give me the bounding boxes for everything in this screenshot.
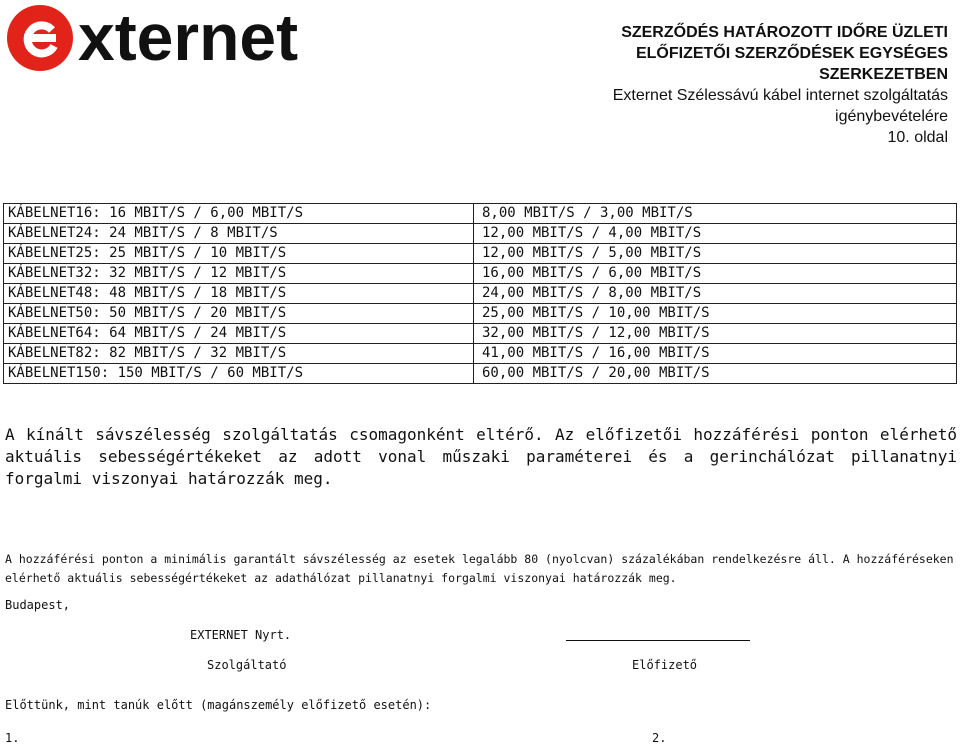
subscriber-role: Előfizető xyxy=(632,658,698,672)
table-row xyxy=(4,344,957,364)
header-line-1: SZERZŐDÉS HATÁROZOTT IDŐRE ÜZLETI xyxy=(621,24,948,41)
guaranteed-cell: 16,00 MBIT/S / 6,00 MBIT/S xyxy=(474,264,957,284)
table-row xyxy=(4,224,957,244)
provider-name: EXTERNET Nyrt. xyxy=(190,628,292,642)
header-line-5: igénybevételére xyxy=(835,108,948,125)
place-label: Budapest, xyxy=(5,598,71,612)
table-row xyxy=(4,324,957,344)
bandwidth-paragraph: A kínált sávszélesség szolgáltatás csomagonként eltérő. Az előfizetői hozzáférési ponton elérhető aktuális sebességértékeket az adott vonal műszaki paraméterei és a gerinchálózat pillanatnyi forgalmi viszonyai határozzák meg. xyxy=(5,425,957,488)
guaranteed-cell: 24,00 MBIT/S / 8,00 MBIT/S xyxy=(474,284,957,304)
package-cell: KÁBELNET24: 24 MBIT/S / 8 MBIT/S xyxy=(4,224,474,244)
guaranteed-cell: 32,00 MBIT/S / 12,00 MBIT/S xyxy=(474,324,957,344)
table-row xyxy=(4,364,957,384)
header-line-4: Externet Szélessávú kábel internet szolgáltatás xyxy=(612,87,948,104)
package-cell: KÁBELNET25: 25 MBIT/S / 10 MBIT/S xyxy=(4,244,474,264)
guaranteed-cell: 25,00 MBIT/S / 10,00 MBIT/S xyxy=(474,304,957,324)
document-header xyxy=(428,22,948,148)
table-row xyxy=(4,204,957,224)
externet-logo xyxy=(4,2,364,74)
guaranteed-cell: 12,00 MBIT/S / 5,00 MBIT/S xyxy=(474,244,957,264)
svg-text:xternet: xternet xyxy=(78,2,299,74)
table-row xyxy=(4,264,957,284)
table-row xyxy=(4,304,957,324)
header-line-3: SZERKEZETBEN xyxy=(819,66,948,83)
guaranteed-cell: 8,00 MBIT/S / 3,00 MBIT/S xyxy=(474,204,957,224)
guaranteed-cell: 41,00 MBIT/S / 16,00 MBIT/S xyxy=(474,344,957,364)
page-number: 10. oldal xyxy=(887,129,948,146)
provider-role: Szolgáltató xyxy=(207,658,287,672)
guaranteed-cell: 60,00 MBIT/S / 20,00 MBIT/S xyxy=(474,364,957,384)
package-cell: KÁBELNET16: 16 MBIT/S / 6,00 MBIT/S xyxy=(4,204,474,224)
guarantee-note: A hozzáférési ponton a minimális garantált sávszélesség az esetek legalább 80 (nyolcvan) százalékában rendelkezésre áll. A hozzáféréseken elérhető aktuális sebességértékeket az adathálózat pillanatnyi forgalmi viszonyai határozzák meg. xyxy=(5,552,954,585)
package-cell: KÁBELNET82: 82 MBIT/S / 32 MBIT/S xyxy=(4,344,474,364)
table-row xyxy=(4,244,957,264)
package-cell: KÁBELNET64: 64 MBIT/S / 24 MBIT/S xyxy=(4,324,474,344)
witness-label: Előttünk, mint tanúk előtt (magánszemély előfizető esetén): xyxy=(5,698,432,712)
package-cell: KÁBELNET48: 48 MBIT/S / 18 MBIT/S xyxy=(4,284,474,304)
package-cell: KÁBELNET150: 150 MBIT/S / 60 MBIT/S xyxy=(4,364,474,384)
guaranteed-cell: 12,00 MBIT/S / 4,00 MBIT/S xyxy=(474,224,957,244)
signature-line xyxy=(566,640,750,641)
package-cell: KÁBELNET32: 32 MBIT/S / 12 MBIT/S xyxy=(4,264,474,284)
table-row xyxy=(4,284,957,304)
witness-1: 1. xyxy=(5,731,20,745)
package-cell: KÁBELNET50: 50 MBIT/S / 20 MBIT/S xyxy=(4,304,474,324)
speed-table xyxy=(3,203,957,384)
witness-2: 2. xyxy=(652,731,667,745)
header-line-2: ELŐFIZETŐI SZERZŐDÉSEK EGYSÉGES xyxy=(635,45,948,62)
